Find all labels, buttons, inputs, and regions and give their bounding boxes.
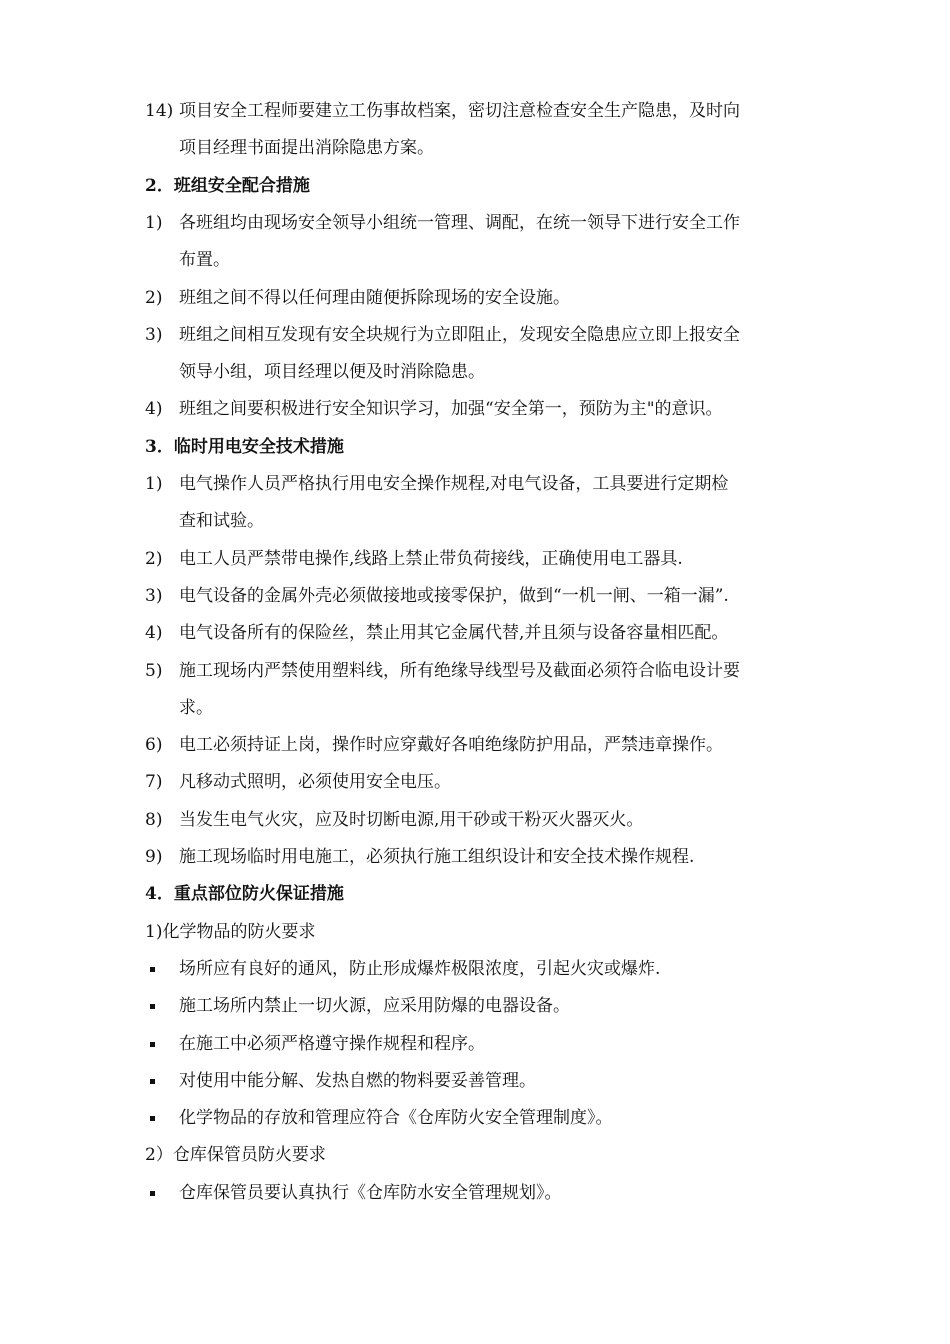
bullet-item-text: 对使用中能分解、发热自燃的物料要妥善管理。	[179, 1070, 536, 1091]
list-item	[0, 472, 950, 496]
section-heading-text: 4．重点部位防火保证措施	[145, 884, 344, 905]
list-item-number: 1)	[145, 474, 163, 494]
list-item-continuation	[0, 696, 950, 720]
bullet-item-text: 在施工中必须严格遵守操作规程和程序。	[179, 1033, 485, 1054]
list-item-text: 查和试验。	[179, 511, 264, 532]
list-item-number: 4)	[145, 623, 163, 644]
bullet-item	[0, 1069, 950, 1093]
list-item-text: 凡移动式照明，必须使用安全电压。	[179, 772, 451, 793]
bullet-square-icon	[150, 1042, 155, 1047]
bullet-item-text: 仓库保管员要认真执行《仓库防水安全管理规划》。	[179, 1182, 562, 1203]
bullet-square-icon	[150, 1191, 155, 1196]
list-item-number: 2)	[145, 548, 163, 569]
list-item-number: 14)	[145, 101, 174, 121]
list-item-number: 7)	[145, 772, 163, 793]
list-item-text: 电气设备的金属外壳必须做接地或接零保护，做到“一机一闸、一箱一漏”.	[179, 585, 729, 606]
section-heading-text: 3．临时用电安全技术措施	[145, 436, 344, 457]
list-item-text: 当发生电气火灾，应及时切断电源,用干砂或干粉灭火器灭火。	[179, 809, 644, 830]
list-item	[0, 770, 950, 794]
list-item-continuation	[0, 248, 950, 272]
list-item-continuation	[0, 509, 950, 533]
list-item	[0, 211, 950, 235]
list-item-text: 领导小组，项目经理以便及时消除隐患。	[179, 362, 485, 383]
list-item-continuation	[0, 360, 950, 384]
list-item	[0, 397, 950, 421]
list-item-number: 8)	[145, 809, 163, 830]
bullet-item-text: 场所应有良好的通风，防止形成爆炸极限浓度，引起火灾或爆炸.	[179, 958, 661, 979]
subsection-heading	[0, 1143, 950, 1167]
list-item-number: 2)	[145, 287, 163, 308]
list-item-text: 布置。	[179, 250, 230, 271]
list-item-text: 班组之间不得以任何理由随便拆除现场的安全设施。	[179, 287, 570, 308]
section-heading-text: 2．班组安全配合措施	[145, 175, 310, 196]
list-item-number: 4)	[145, 399, 163, 420]
list-item-text: 班组之间相互发现有安全块规行为立即阻止，发现安全隐患应立即上报安全	[179, 324, 740, 345]
list-item-continuation	[0, 136, 950, 160]
section-heading	[0, 882, 950, 906]
list-item-text: 求。	[179, 697, 213, 718]
list-item	[0, 733, 950, 757]
list-item	[0, 584, 950, 608]
bullet-item-text: 化学物品的存放和管理应符合《仓库防火安全管理制度》。	[179, 1108, 613, 1129]
bullet-item	[0, 1181, 950, 1205]
list-item-number: 3)	[145, 585, 163, 606]
bullet-square-icon	[150, 967, 155, 972]
bullet-item	[0, 994, 950, 1018]
bullet-item-text: 施工场所内禁止一切火源，应采用防爆的电器设备。	[179, 996, 570, 1017]
bullet-square-icon	[150, 1116, 155, 1121]
list-item	[0, 547, 950, 571]
section-heading	[0, 435, 950, 459]
subsection-heading	[0, 920, 950, 944]
list-item-number: 5)	[145, 660, 163, 681]
list-item	[0, 99, 950, 123]
list-item-text: 电工人员严禁带电操作,线路上禁止带负荷接线，正确使用电工器具.	[179, 548, 683, 569]
list-item-text: 电工必须持证上岗，操作时应穿戴好各咱绝缘防护用品，严禁违章操作。	[179, 735, 723, 756]
bullet-item	[0, 1032, 950, 1056]
list-item	[0, 621, 950, 645]
list-item-text: 各班组均由现场安全领导小组统一管理、调配，在统一领导下进行安全工作	[179, 212, 740, 233]
subsection-heading-text: 2）仓库保管员防火要求	[145, 1145, 326, 1166]
list-item-text: 项目安全工程师要建立工伤事故档案，密切注意检查安全生产隐患，及时向	[179, 101, 740, 121]
list-item	[0, 808, 950, 832]
list-item-number: 6)	[145, 735, 163, 756]
list-item	[0, 323, 950, 347]
bullet-item	[0, 957, 950, 981]
list-item	[0, 659, 950, 683]
list-item-number: 1)	[145, 212, 163, 233]
list-item-number: 3)	[145, 324, 163, 345]
bullet-square-icon	[150, 1079, 155, 1084]
subsection-heading-text: 1)化学物品的防火要求	[145, 921, 316, 942]
list-item-text: 班组之间要积极进行安全知识学习，加强“安全第一，预防为主"的意识。	[179, 399, 723, 420]
list-item	[0, 286, 950, 310]
list-item-text: 项目经理书面提出消除隐患方案。	[179, 138, 434, 159]
bullet-item	[0, 1106, 950, 1130]
list-item-text: 施工现场内严禁使用塑料线，所有绝缘导线型号及截面必须符合临电设计要	[179, 660, 740, 681]
list-item-text: 电气设备所有的保险丝，禁止用其它金属代替,并且须与设备容量相匹配。	[179, 623, 729, 644]
list-item-number: 9)	[145, 847, 163, 867]
list-item-text: 施工现场临时用电施工，必须执行施工组织设计和安全技术操作规程.	[179, 847, 695, 867]
list-item	[0, 845, 950, 869]
bullet-square-icon	[150, 1004, 155, 1009]
section-heading	[0, 174, 950, 198]
list-item-text: 电气操作人员严格执行用电安全操作规程,对电气设备，工具要进行定期检	[179, 474, 729, 494]
